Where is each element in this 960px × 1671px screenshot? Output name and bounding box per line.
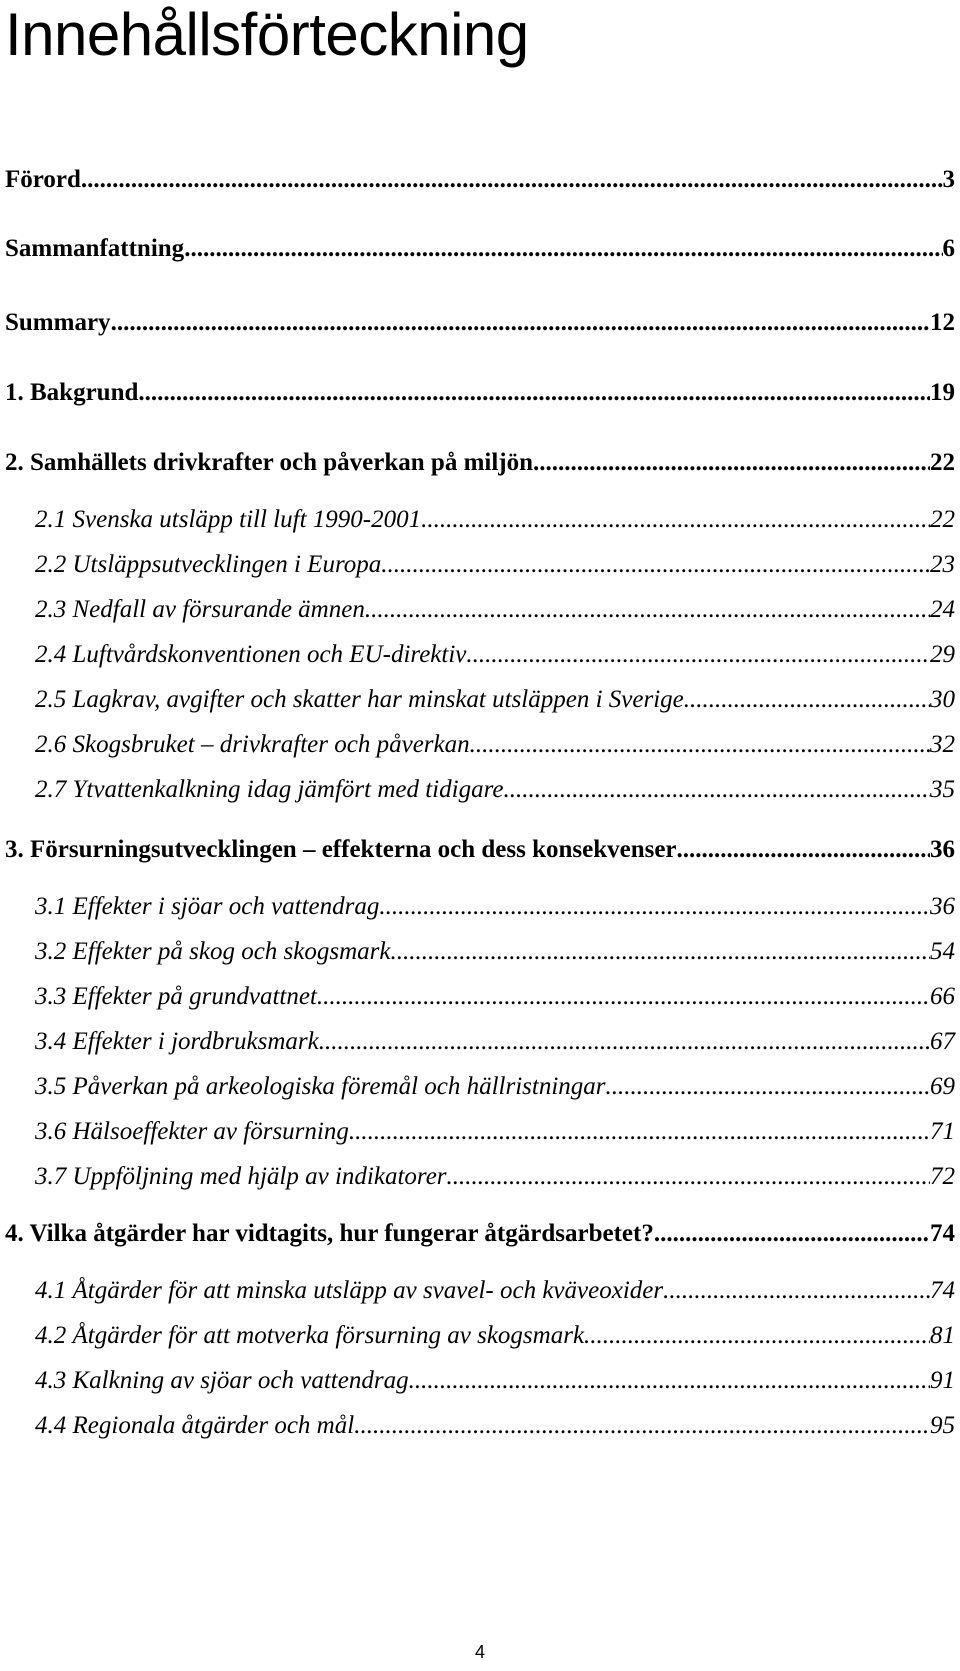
toc-entry[interactable] [35,980,955,1014]
toc-entry[interactable] [35,1025,955,1059]
dot-leader [677,833,930,867]
toc-entry-title: 1. Bakgrund [5,379,139,406]
toc-entry-title: 3.2 Effekter på skog och skogsmark [35,938,391,965]
dot-leader [111,306,930,340]
toc-entry-title: 3.1 Effekter i sjöar och vattendrag [35,893,380,920]
toc-entry[interactable] [35,890,955,924]
toc-entry-page-number: 72 [930,1163,955,1190]
toc-entry-title: 3.3 Effekter på grundvattnet [35,983,317,1010]
dot-leader [381,548,930,582]
toc-entry-title: 4. Vilka åtgärder har vidtagits, hur fungerar åtgärdsarbetet? [5,1220,654,1247]
dot-leader [81,163,943,197]
toc-entry-title: 2.3 Nedfall av försurande ämnen [35,596,365,623]
toc-entry[interactable] [5,446,955,480]
toc-entry-page-number: 23 [930,551,955,578]
toc-entry-page-number: 95 [930,1412,955,1439]
dot-leader [349,1115,930,1149]
toc-entry[interactable] [5,1217,955,1251]
dot-leader [390,935,930,969]
toc-entry-title: 2.7 Ytvattenkalkning idag jämfört med tidigare [35,776,504,803]
page-number: 4 [474,1642,485,1662]
toc-entry[interactable] [5,376,955,410]
toc-entry[interactable] [35,548,955,582]
toc-entry-page-number: 3 [942,166,955,193]
dot-leader [379,890,930,924]
dot-leader [421,503,930,537]
toc-entry[interactable] [35,1115,955,1149]
dot-leader [606,1070,930,1104]
toc-entry-page-number: 71 [930,1118,955,1145]
dot-leader [470,728,930,762]
toc-entry[interactable] [35,773,955,807]
dot-leader [584,1319,930,1353]
toc-entry-title: 2.4 Luftvårdskonventionen och EU-direktiv [35,641,467,668]
dot-leader [138,376,930,410]
toc-entry-page-number: 32 [930,731,955,758]
dot-leader [663,1274,930,1308]
toc-entry-title: 4.1 Åtgärder för att minska utsläpp av svavel- och kväveoxider [35,1277,664,1304]
dot-leader [184,232,942,266]
toc-entry-title: Förord [5,166,81,193]
dot-leader [654,1217,930,1251]
toc-entry-title: 2.1 Svenska utsläpp till luft 1990-2001 [35,506,422,533]
toc-entry-title: 3.4 Effekter i jordbruksmark [35,1028,319,1055]
dot-leader [317,980,930,1014]
toc-entry-title: 3.5 Påverkan på arkeologiska föremål och hällristningar [35,1073,606,1100]
toc-entry-title: Sammanfattning [5,235,185,262]
toc-entry[interactable] [35,503,955,537]
dot-leader [365,593,930,627]
dot-leader [319,1025,930,1059]
toc-entry-title: 4.3 Kalkning av sjöar och vattendrag [35,1367,409,1394]
toc-entry[interactable] [35,935,955,969]
toc-entry-page-number: 81 [930,1322,955,1349]
toc-entry-page-number: 24 [930,596,955,623]
dot-leader [409,1364,930,1398]
dot-leader [354,1409,930,1443]
toc-entry[interactable] [5,232,955,266]
toc-entry-title: 2.5 Lagkrav, avgifter och skatter har minskat utsläppen i Sverige [35,686,684,713]
toc-entry-page-number: 69 [930,1073,955,1100]
dot-leader [466,638,930,672]
toc-entry[interactable] [35,593,955,627]
toc-entry-page-number: 91 [930,1367,955,1394]
toc-entry-page-number: 12 [930,309,955,336]
toc-entry-title: 3.6 Hälsoeffekter av försurning [35,1118,349,1145]
toc-entry-page-number: 36 [930,893,955,920]
toc-entry-page-number: 19 [930,379,955,406]
toc-entry[interactable] [5,163,955,197]
toc-entry-page-number: 22 [930,449,955,476]
toc-entry-title: 2.6 Skogsbruket – drivkrafter och påverkan [35,731,470,758]
toc-entry[interactable] [35,1364,955,1398]
dot-leader [684,683,930,717]
toc-entry[interactable] [35,1160,955,1194]
toc-entry-page-number: 74 [930,1277,955,1304]
toc-entry-page-number: 66 [930,983,955,1010]
toc-entry-page-number: 30 [930,686,955,713]
dot-leader [503,773,930,807]
toc-entry[interactable] [5,833,955,867]
toc-entry-page-number: 35 [930,776,955,803]
toc-entry[interactable] [5,306,955,340]
toc-entry-title: 2. Samhällets drivkrafter och påverkan på miljön [5,449,534,476]
toc-entry-title: 3.7 Uppföljning med hjälp av indikatorer [35,1163,447,1190]
toc-entry-title: 2.2 Utsläppsutvecklingen i Europa [35,551,382,578]
toc-entry[interactable] [35,1274,955,1308]
toc-entry[interactable] [35,1319,955,1353]
toc-entry-title: 4.4 Regionala åtgärder och mål [35,1412,355,1439]
toc-entry[interactable] [35,728,955,762]
toc-entry[interactable] [35,683,955,717]
toc-entry-page-number: 6 [942,235,955,262]
dot-leader [447,1160,930,1194]
toc-entry-title: 4.2 Åtgärder för att motverka försurning av skogsmark [35,1322,585,1349]
toc-entry-page-number: 22 [930,506,955,533]
toc-entry-page-number: 36 [930,836,955,863]
toc-entry[interactable] [35,638,955,672]
dot-leader [533,446,930,480]
toc-entry[interactable] [35,1409,955,1443]
toc-entry-page-number: 29 [930,641,955,668]
page-title: Innehållsförteckning [5,1,529,68]
toc-entry-title: 3. Försurningsutvecklingen – effekterna och dess konsekvenser [5,836,677,863]
toc-entry[interactable] [35,1070,955,1104]
toc-entry-page-number: 67 [930,1028,955,1055]
toc-entry-page-number: 54 [930,938,955,965]
toc-entry-title: Summary [5,309,111,336]
toc-entry-page-number: 74 [930,1220,955,1247]
